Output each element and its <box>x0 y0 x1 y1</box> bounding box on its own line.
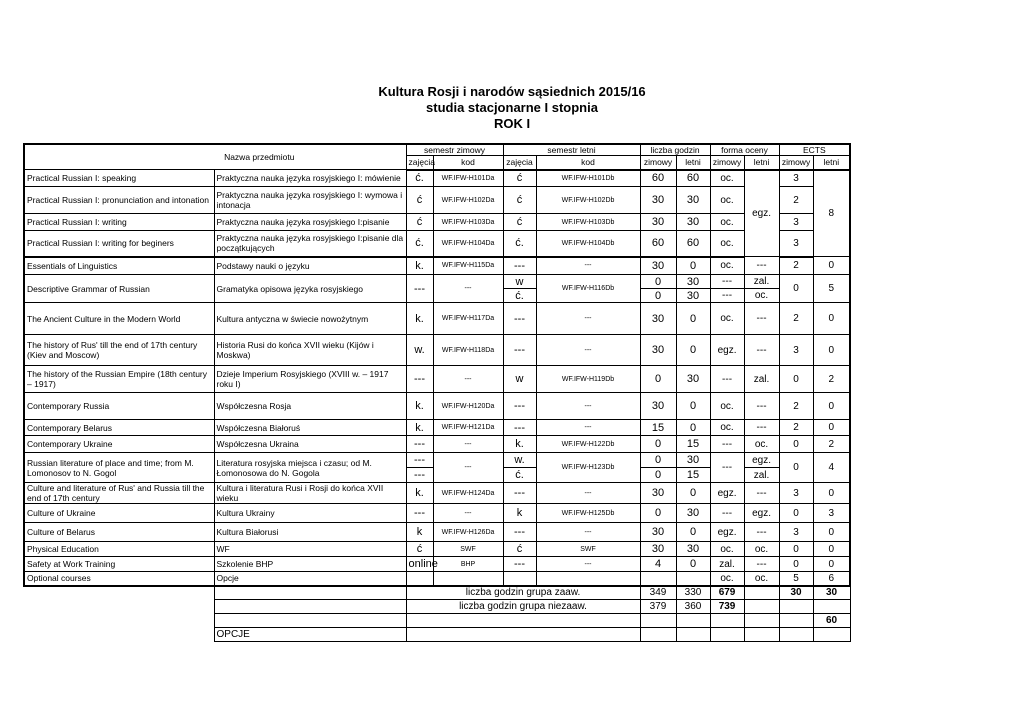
forma-zimowy: oc. <box>710 393 744 420</box>
godz-letni: 0 <box>676 483 710 504</box>
zajecia-letni: ć <box>503 170 536 187</box>
forma-zimowy: oc. <box>710 170 744 187</box>
summary-zaaw-letni: 330 <box>676 586 710 600</box>
header-semestr-zimowy: semestr zimowy <box>406 144 503 156</box>
course-en: Contemporary Belarus <box>24 420 214 436</box>
ects-letni: 0 <box>813 257 850 275</box>
ects-letni: 2 <box>813 366 850 393</box>
course-pl: Współczesna Rosja <box>214 393 406 420</box>
godz-letni: 0 <box>676 335 710 366</box>
kod-letni: WF.IFW-H103Db <box>536 214 640 231</box>
zajecia-zimowy: ć <box>406 542 433 557</box>
course-pl: Praktyczna nauka języka rosyjskiego I:pisanie <box>214 214 406 231</box>
doc-subtitle: studia stacjonarne I stopnia <box>426 100 598 115</box>
forma-zimowy: egz. <box>710 335 744 366</box>
course-en: Culture of Ukraine <box>24 504 214 523</box>
kod-zimowy: --- <box>433 504 503 523</box>
header-nazwa: Nazwa przedmiotu <box>24 144 406 170</box>
zajecia-letni: --- <box>503 257 536 275</box>
kod-zimowy: --- <box>433 453 503 483</box>
zajecia-letni: w <box>503 366 536 393</box>
course-en: Safety at Work Training <box>24 557 214 572</box>
forma-zimowy: egz. <box>710 523 744 542</box>
summary-ects-zimowy: 30 <box>779 586 813 600</box>
ects-letni: 6 <box>813 572 850 586</box>
ects-letni: 5 <box>813 275 850 303</box>
course-pl: Opcje <box>214 572 406 586</box>
zajecia-zimowy: ć. <box>406 170 433 187</box>
kod-zimowy: SWF <box>433 542 503 557</box>
summary-niezaaw-zimowy: 379 <box>640 600 676 614</box>
godz-zimowy: 4 <box>640 557 676 572</box>
godz-letni: 30 <box>676 453 710 468</box>
godz-letni: 15 <box>676 468 710 483</box>
forma-zimowy: egz. <box>710 483 744 504</box>
zajecia-letni: ć <box>503 542 536 557</box>
godz-zimowy: 30 <box>640 542 676 557</box>
course-en: The history of the Russian Empire (18th century – 1917) <box>24 366 214 393</box>
ects-zimowy: 0 <box>779 275 813 303</box>
forma-zimowy: oc. <box>710 214 744 231</box>
course-pl: Dzieje Imperium Rosyjskiego (XVIII w. – 1917 roku I) <box>214 366 406 393</box>
godz-letni: 0 <box>676 257 710 275</box>
forma-zimowy: --- <box>710 504 744 523</box>
kod-zimowy: WF.IFW-H121Da <box>433 420 503 436</box>
forma-zimowy: oc. <box>710 572 744 586</box>
zajecia-zimowy: k <box>406 523 433 542</box>
forma-zimowy: --- <box>710 436 744 453</box>
godz-letni: 30 <box>676 275 710 289</box>
header-forma-zimowy: zimowy <box>710 156 744 170</box>
doc-year: ROK I <box>493 116 531 131</box>
zajecia-zimowy: w. <box>406 335 433 366</box>
godz-letni: 60 <box>676 231 710 257</box>
course-pl: Współczesna Białoruś <box>214 420 406 436</box>
godz-zimowy: 0 <box>640 453 676 468</box>
godz-zimowy: 15 <box>640 420 676 436</box>
zajecia-zimowy: --- <box>406 275 433 303</box>
forma-zimowy: oc. <box>710 420 744 436</box>
ects-zimowy: 3 <box>779 483 813 504</box>
zajecia-letni: --- <box>503 335 536 366</box>
ects-letni: 4 <box>813 453 850 483</box>
course-pl: Literatura rosyjska miejsca i czasu; od M. Łomonosowa do N. Gogola <box>214 453 406 483</box>
kod-letni: WF.IFW-H101Db <box>536 170 640 187</box>
zajecia-letni: ć. <box>503 289 536 303</box>
zajecia-zimowy: ć <box>406 214 433 231</box>
course-pl: Kultura antyczna w świecie nowożytnym <box>214 303 406 335</box>
header-godz-zimowy: zimowy <box>640 156 676 170</box>
kod-zimowy: --- <box>433 366 503 393</box>
zajecia-zimowy: --- <box>406 436 433 453</box>
ects-letni: 0 <box>813 335 850 366</box>
kod-letni: WF.IFW-H119Db <box>536 366 640 393</box>
kod-zimowy: --- <box>433 275 503 303</box>
zajecia-zimowy: online <box>406 557 433 572</box>
godz-letni: 30 <box>676 542 710 557</box>
zajecia-letni: w. <box>503 453 536 468</box>
forma-zimowy: oc. <box>710 257 744 275</box>
zajecia-zimowy <box>406 572 433 586</box>
forma-letni: egz. <box>744 453 779 468</box>
summary-ects-letni: 30 <box>813 586 850 600</box>
header-kod-z: kod <box>433 156 503 170</box>
forma-letni: --- <box>744 303 779 335</box>
course-pl: Kultura Białorusi <box>214 523 406 542</box>
course-pl: Praktyczna nauka języka rosyjskiego I: mówienie <box>214 170 406 187</box>
godz-zimowy: 30 <box>640 483 676 504</box>
zajecia-zimowy: k. <box>406 393 433 420</box>
godz-zimowy: 60 <box>640 170 676 187</box>
ects-letni: 0 <box>813 420 850 436</box>
godz-letni <box>676 572 710 586</box>
course-en: Russian literature of place and time; from M. Lomonosov to N. Gogol <box>24 453 214 483</box>
ects-letni: 2 <box>813 436 850 453</box>
course-en: Culture and literature of Rus' and Russia till the end of 17th century <box>24 483 214 504</box>
kod-letni: --- <box>536 257 640 275</box>
zajecia-zimowy: k. <box>406 303 433 335</box>
forma-letni: --- <box>744 335 779 366</box>
zajecia-zimowy: --- <box>406 504 433 523</box>
forma-letni: zal. <box>744 366 779 393</box>
kod-letni: WF.IFW-H125Db <box>536 504 640 523</box>
course-en: Culture of Belarus <box>24 523 214 542</box>
header-ects-zimowy: zimowy <box>779 156 813 170</box>
godz-zimowy: 60 <box>640 231 676 257</box>
kod-zimowy: WF.IFW-H124Da <box>433 483 503 504</box>
godz-letni: 0 <box>676 523 710 542</box>
course-en: Practical Russian I: speaking <box>24 170 214 187</box>
ects-zimowy: 0 <box>779 557 813 572</box>
header-zajecia-l: zajęcia <box>503 156 536 170</box>
summary-zaaw-sum: 679 <box>710 586 744 600</box>
forma-letni: --- <box>744 393 779 420</box>
godz-letni: 30 <box>676 187 710 214</box>
godz-zimowy: 30 <box>640 393 676 420</box>
forma-zimowy: --- <box>710 453 744 483</box>
course-en: Contemporary Russia <box>24 393 214 420</box>
forma-zimowy: oc. <box>710 231 744 257</box>
header-ects: ECTS <box>779 144 850 156</box>
ects-zimowy: 3 <box>779 170 813 187</box>
forma-zimowy: oc. <box>710 303 744 335</box>
forma-letni: oc. <box>744 289 779 303</box>
godz-letni: 0 <box>676 303 710 335</box>
curriculum-table <box>23 143 851 642</box>
header-ects-letni: letni <box>813 156 850 170</box>
zajecia-letni: ć <box>503 214 536 231</box>
godz-letni: 0 <box>676 557 710 572</box>
ects-zimowy: 2 <box>779 187 813 214</box>
zajecia-letni: k. <box>503 436 536 453</box>
zajecia-letni: ć. <box>503 468 536 483</box>
ects-letni: 0 <box>813 542 850 557</box>
godz-zimowy: 30 <box>640 187 676 214</box>
kod-letni: WF.IFW-H123Db <box>536 453 640 483</box>
zajecia-letni: --- <box>503 303 536 335</box>
ects-zimowy: 3 <box>779 335 813 366</box>
godz-zimowy: 30 <box>640 303 676 335</box>
summary-niezaaw-letni: 360 <box>676 600 710 614</box>
zajecia-letni: ć <box>503 187 536 214</box>
summary-zaaw-zimowy: 349 <box>640 586 676 600</box>
ects-zimowy: 0 <box>779 436 813 453</box>
kod-zimowy <box>433 572 503 586</box>
ects-letni: 0 <box>813 557 850 572</box>
forma-letni: --- <box>744 523 779 542</box>
zajecia-zimowy: --- <box>406 366 433 393</box>
forma-letni-merged: egz. <box>744 170 779 257</box>
ects-zimowy: 3 <box>779 523 813 542</box>
kod-letni: --- <box>536 420 640 436</box>
zajecia-zimowy: --- <box>406 468 433 483</box>
godz-zimowy <box>640 572 676 586</box>
header-forma-oceny: forma oceny <box>710 144 779 156</box>
course-pl: Gramatyka opisowa języka rosyjskiego <box>214 275 406 303</box>
zajecia-zimowy: ć. <box>406 231 433 257</box>
course-pl: Praktyczna nauka języka rosyjskiego I:pisanie dla początkujących <box>214 231 406 257</box>
kod-letni: --- <box>536 303 640 335</box>
kod-letni: --- <box>536 557 640 572</box>
zajecia-letni: --- <box>503 420 536 436</box>
kod-zimowy: WF.IFW-H118Da <box>433 335 503 366</box>
zajecia-zimowy: k. <box>406 483 433 504</box>
ects-letni: 0 <box>813 303 850 335</box>
course-pl: Kultura i literatura Rusi i Rosji do końca XVII wieku <box>214 483 406 504</box>
zajecia-letni: k <box>503 504 536 523</box>
godz-letni: 30 <box>676 366 710 393</box>
kod-zimowy: WF.IFW-H126Da <box>433 523 503 542</box>
course-en: Optional courses <box>24 572 214 586</box>
zajecia-letni <box>503 572 536 586</box>
godz-zimowy: 0 <box>640 289 676 303</box>
zajecia-letni: ć. <box>503 231 536 257</box>
forma-letni: egz. <box>744 504 779 523</box>
course-pl: Współczesna Ukraina <box>214 436 406 453</box>
header-semestr-letni: semestr letni <box>503 144 640 156</box>
zajecia-letni: --- <box>503 483 536 504</box>
ects-letni-merged: 8 <box>813 170 850 257</box>
header-kod-l: kod <box>536 156 640 170</box>
godz-letni: 0 <box>676 393 710 420</box>
kod-letni: WF.IFW-H122Db <box>536 436 640 453</box>
course-pl: Szkolenie BHP <box>214 557 406 572</box>
kod-letni: SWF <box>536 542 640 557</box>
forma-zimowy: --- <box>710 366 744 393</box>
ects-letni: 3 <box>813 504 850 523</box>
forma-zimowy: --- <box>710 289 744 303</box>
godz-letni: 30 <box>676 214 710 231</box>
godz-zimowy: 0 <box>640 468 676 483</box>
forma-letni: --- <box>744 420 779 436</box>
course-en: Descriptive Grammar of Russian <box>24 275 214 303</box>
course-en: Physical Education <box>24 542 214 557</box>
forma-letni: oc. <box>744 572 779 586</box>
course-en: Practical Russian I: writing <box>24 214 214 231</box>
zajecia-letni: --- <box>503 557 536 572</box>
kod-letni: --- <box>536 523 640 542</box>
course-en: Contemporary Ukraine <box>24 436 214 453</box>
course-en: Practical Russian I: writing for beginers <box>24 231 214 257</box>
header-liczba-godzin: liczba godzin <box>640 144 710 156</box>
kod-letni: WF.IFW-H102Db <box>536 187 640 214</box>
ects-zimowy: 0 <box>779 542 813 557</box>
course-pl: WF <box>214 542 406 557</box>
header-zajecia-z: zajęcia <box>406 156 433 170</box>
summary-niezaaw-label: liczba godzin grupa niezaaw. <box>406 600 640 614</box>
ects-letni: 0 <box>813 523 850 542</box>
godz-letni: 60 <box>676 170 710 187</box>
kod-letni: --- <box>536 335 640 366</box>
header-forma-letni: letni <box>744 156 779 170</box>
godz-zimowy: 30 <box>640 523 676 542</box>
kod-zimowy: WF.IFW-H101Da <box>433 170 503 187</box>
ects-letni: 0 <box>813 393 850 420</box>
godz-zimowy: 0 <box>640 504 676 523</box>
ects-letni: 0 <box>813 483 850 504</box>
godz-letni: 0 <box>676 420 710 436</box>
godz-letni: 15 <box>676 436 710 453</box>
kod-zimowy: WF.IFW-H117Da <box>433 303 503 335</box>
kod-letni: WF.IFW-H116Db <box>536 275 640 303</box>
summary-zaaw-label: liczba godzin grupa zaaw. <box>406 586 640 600</box>
godz-zimowy: 0 <box>640 275 676 289</box>
ects-zimowy: 2 <box>779 420 813 436</box>
summary-niezaaw-sum: 739 <box>710 600 744 614</box>
zajecia-letni: --- <box>503 523 536 542</box>
kod-zimowy: WF.IFW-H120Da <box>433 393 503 420</box>
kod-zimowy: WF.IFW-H115Da <box>433 257 503 275</box>
opcje-label: OPCJE <box>214 628 406 642</box>
godz-zimowy: 30 <box>640 257 676 275</box>
forma-letni: zal. <box>744 275 779 289</box>
forma-zimowy: oc. <box>710 187 744 214</box>
ects-zimowy: 2 <box>779 303 813 335</box>
ects-zimowy: 2 <box>779 393 813 420</box>
course-en: The history of Rus' till the end of 17th century (Kiev and Moscow) <box>24 335 214 366</box>
course-pl: Praktyczna nauka języka rosyjskiego I: wymowa i intonacja <box>214 187 406 214</box>
kod-zimowy: BHP <box>433 557 503 572</box>
kod-zimowy: --- <box>433 436 503 453</box>
forma-letni: --- <box>744 557 779 572</box>
godz-letni: 30 <box>676 289 710 303</box>
zajecia-letni: w <box>503 275 536 289</box>
godz-zimowy: 0 <box>640 366 676 393</box>
course-pl: Historia Rusi do końca XVII wieku (Kijów i Moskwa) <box>214 335 406 366</box>
zajecia-zimowy: k. <box>406 420 433 436</box>
summary-blank <box>214 600 406 614</box>
zajecia-letni: --- <box>503 393 536 420</box>
forma-letni: --- <box>744 257 779 275</box>
forma-letni: oc. <box>744 542 779 557</box>
kod-zimowy: WF.IFW-H104Da <box>433 231 503 257</box>
course-pl: Podstawy nauki o języku <box>214 257 406 275</box>
forma-zimowy: oc. <box>710 542 744 557</box>
zajecia-zimowy: ć <box>406 187 433 214</box>
ects-zimowy: 3 <box>779 214 813 231</box>
course-pl: Kultura Ukrainy <box>214 504 406 523</box>
forma-letni: zal. <box>744 468 779 483</box>
ects-zimowy: 2 <box>779 257 813 275</box>
course-en: The Ancient Culture in the Modern World <box>24 303 214 335</box>
header-godz-letni: letni <box>676 156 710 170</box>
forma-letni: oc. <box>744 436 779 453</box>
kod-letni: --- <box>536 393 640 420</box>
forma-letni: --- <box>744 483 779 504</box>
summary-blank <box>214 586 406 600</box>
ects-zimowy: 0 <box>779 504 813 523</box>
ects-zimowy: 3 <box>779 231 813 257</box>
kod-letni: WF.IFW-H104Db <box>536 231 640 257</box>
godz-zimowy: 30 <box>640 335 676 366</box>
doc-title: Kultura Rosji i narodów sąsiednich 2015/16 <box>378 84 646 99</box>
forma-zimowy: zal. <box>710 557 744 572</box>
ects-zimowy: 0 <box>779 453 813 483</box>
godz-zimowy: 0 <box>640 436 676 453</box>
ects-zimowy: 0 <box>779 366 813 393</box>
kod-zimowy: WF.IFW-H102Da <box>433 187 503 214</box>
godz-zimowy: 30 <box>640 214 676 231</box>
kod-letni: --- <box>536 483 640 504</box>
summary-ects-total: 60 <box>813 614 850 628</box>
ects-zimowy: 5 <box>779 572 813 586</box>
kod-letni <box>536 572 640 586</box>
course-en: Practical Russian I: pronunciation and intonation <box>24 187 214 214</box>
zajecia-zimowy: --- <box>406 453 433 468</box>
zajecia-zimowy: k. <box>406 257 433 275</box>
forma-zimowy: --- <box>710 275 744 289</box>
course-en: Essentials of Linguistics <box>24 257 214 275</box>
kod-zimowy: WF.IFW-H103Da <box>433 214 503 231</box>
godz-letni: 30 <box>676 504 710 523</box>
